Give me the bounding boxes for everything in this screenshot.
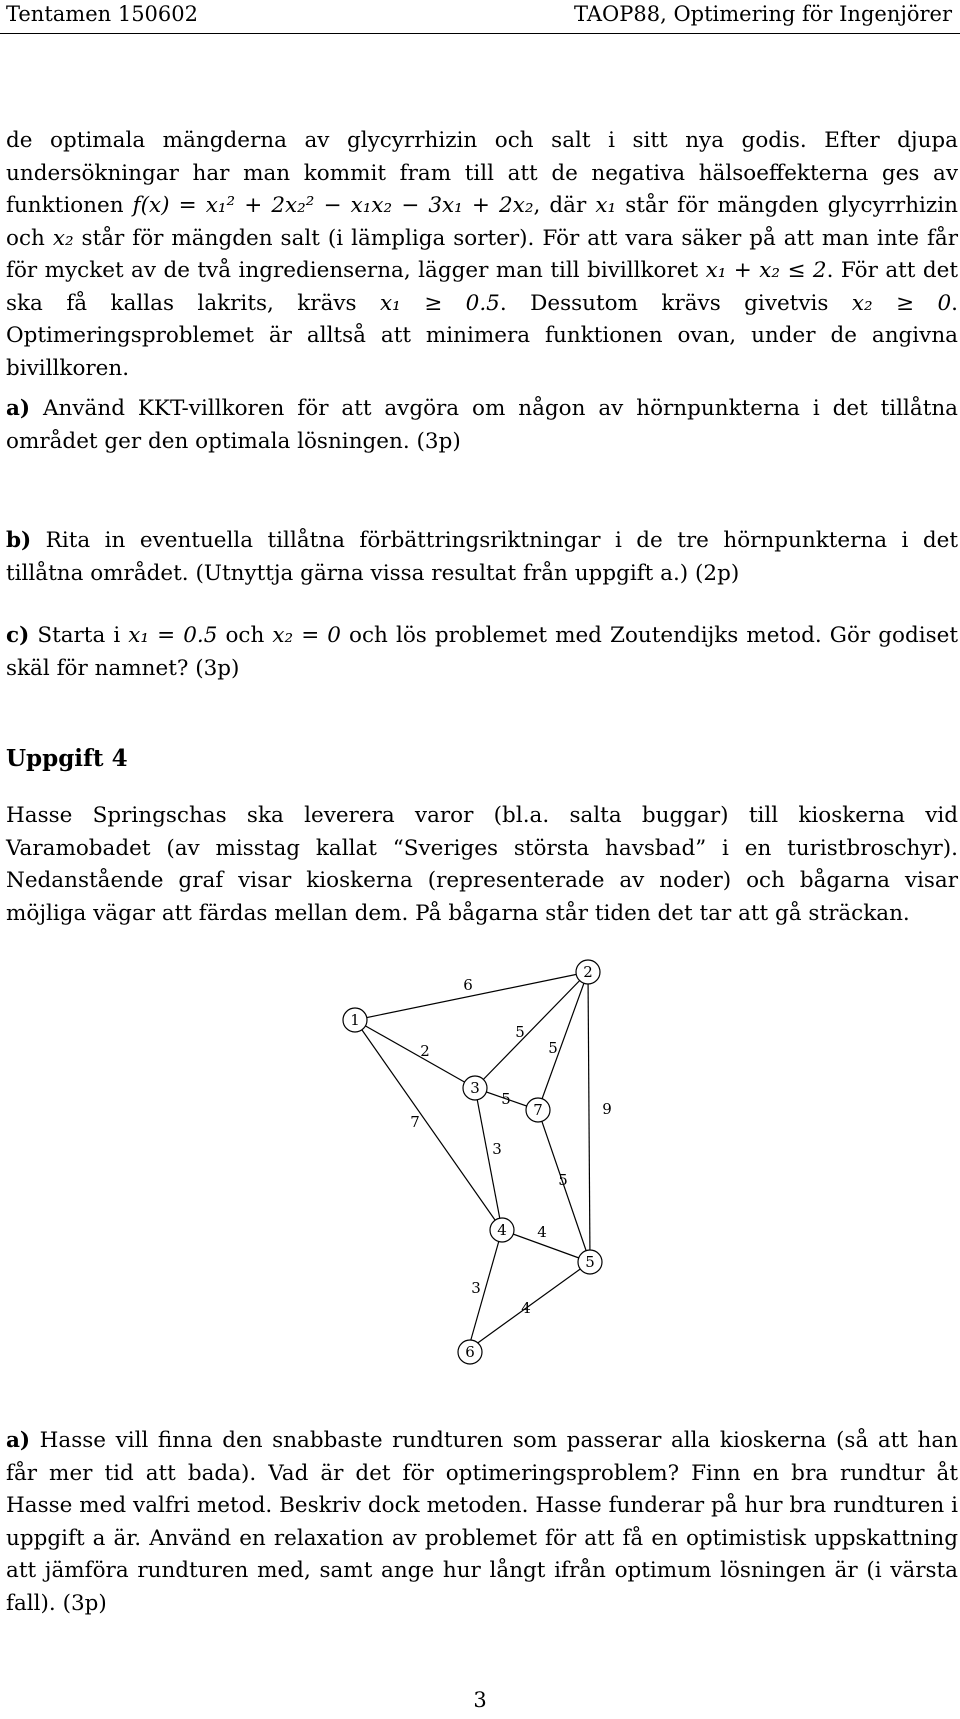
- weight-2-3: 5: [515, 1023, 525, 1041]
- intro-text: står för mängden salt (i lämpliga sorter). För att vara säker på att man inte får för mycket av de två ingredienserna, lägger man till bivillkoret: [6, 225, 958, 283]
- node-label: 6: [465, 1343, 475, 1361]
- page-header: [0, 0, 960, 38]
- node-6: [456, 1338, 484, 1366]
- weight-2-7: 5: [548, 1039, 558, 1057]
- weight-3-7: 5: [501, 1090, 511, 1108]
- weight-1-3: 2: [420, 1042, 430, 1060]
- problem3-question-b: [6, 525, 958, 590]
- intro-text: . För att det ska få kallas lakrits, krävs: [6, 258, 959, 316]
- problem4-intro-text: Hasse Springschas ska leverera varor (bl.a. salta buggar) till kioskerna vid Varamobadet (av misstag kallat “Sveriges största havsbad” i en turistbroschyr). Nedanstående graf visar kioskerna (representerade av noder) och bågarna visar möjliga vägar att färdas mellan dem. På bågarna står tiden det tar att gå sträckan.: [6, 803, 958, 926]
- intro-text: de optimala mängderna av glycyrrhizin och salt i sitt nya godis. Efter djupa undersökningar har man kommit fram till att de negativa hälsoeffekterna ges av funktionen: [6, 128, 958, 218]
- node-label: 5: [585, 1253, 595, 1271]
- node-label: 3: [470, 1079, 480, 1097]
- weight-1-2: 6: [463, 976, 473, 994]
- intro-text: . Dessutom krävs givetvis: [499, 290, 852, 316]
- edge-2-5: [588, 972, 590, 1262]
- variable-x2: x₂: [52, 225, 74, 251]
- edge-2-3: [475, 972, 588, 1088]
- intro-text: . Optimeringsproblemet är alltså att minimera funktionen ovan, under de angivna bivillkoren.: [6, 290, 958, 381]
- weight-5-6: 4: [521, 1299, 531, 1317]
- node-6-wrap: [456, 1338, 484, 1366]
- weight-3-4: 3: [492, 1140, 502, 1158]
- question-text: Använd KKT-villkoren för att avgöra om någon av hörnpunkterna i det tillåtna området ger den optimala lösningen. (3p): [6, 396, 958, 454]
- constraint-x2: x₂ ≥ 0: [851, 290, 952, 316]
- graph-nodes: [343, 960, 602, 1274]
- intro-text: , där: [533, 193, 596, 218]
- start-x1: x₁ = 0.5: [128, 623, 218, 648]
- question-text: Rita in eventuella tillåtna förbättringsriktningar i de tre hörnpunkterna i det tillåtna området. (Utnyttja gärna vissa resultat från uppgift a.) (2p): [6, 528, 958, 586]
- intro-text: står för mängden glycyrrhizin och: [6, 193, 958, 251]
- problem4-title: Uppgift 4: [6, 745, 128, 772]
- problem3-question-a: [6, 393, 958, 458]
- problem4-intro: [6, 800, 958, 930]
- question-text: och: [217, 623, 273, 648]
- edge-2-7: [538, 972, 588, 1110]
- graph-diagram: [300, 945, 630, 1355]
- problem3-intro: [6, 125, 958, 385]
- node-label: 4: [497, 1221, 507, 1239]
- question-text: och lös problemet med Zoutendijks metod. Gör godiset skäl för namnet? (3p): [6, 623, 958, 681]
- start-x2: x₂ = 0: [272, 623, 341, 648]
- edge-3-4: [475, 1088, 502, 1230]
- weight-4-6: 3: [471, 1279, 481, 1297]
- constraint-x1: x₁ ≥ 0.5: [380, 290, 500, 316]
- question-label: b): [6, 528, 32, 553]
- kiosk-graph: [300, 945, 630, 1355]
- objective-function: f(x) = x₁² + 2x₂² − x₁x₂ − 3x₁ + 2x₂: [132, 193, 534, 218]
- question-text: Starta i: [29, 623, 129, 648]
- node-label: 1: [350, 1011, 360, 1029]
- question-text: Hasse vill finna den snabbaste rundturen som passerar alla kioskerna (så att han får mer tid att bada). Vad är det för optimeringsproblem? Finn en bra rundtur åt Hasse med valfri metod. Beskriv dock metoden. Hasse funderar på hur bra rundturen i uppgift a är. Använd en relaxation av problemet för att få en optimistisk uppskattning att jämföra rundturen med, samt ange hur långt ifrån optimum lösningen är (i värsta fall). (3p): [6, 1428, 958, 1616]
- page-number: 3: [473, 1688, 487, 1712]
- weight-1-4: 7: [410, 1113, 420, 1131]
- question-label: a): [6, 396, 31, 421]
- edge-1-3: [355, 1020, 475, 1088]
- weight-4-5: 4: [537, 1223, 547, 1241]
- constraint-sum: x₁ + x₂ ≤ 2: [705, 258, 827, 283]
- header-divider: [0, 33, 960, 34]
- variable-x1: x₁: [595, 193, 617, 218]
- weight-7-5: 5: [558, 1171, 568, 1189]
- question-label: c): [6, 623, 30, 648]
- question-label: a): [6, 1428, 31, 1453]
- course-title: TAOP88, Optimering för Ingenjörer: [574, 2, 952, 26]
- problem4-question-a: [6, 1425, 958, 1620]
- node-label: 7: [533, 1101, 543, 1119]
- problem3-question-c: [6, 620, 958, 685]
- node-label: 2: [583, 963, 593, 981]
- weight-2-5: 9: [602, 1100, 612, 1118]
- exam-date: Tentamen 150602: [6, 2, 198, 26]
